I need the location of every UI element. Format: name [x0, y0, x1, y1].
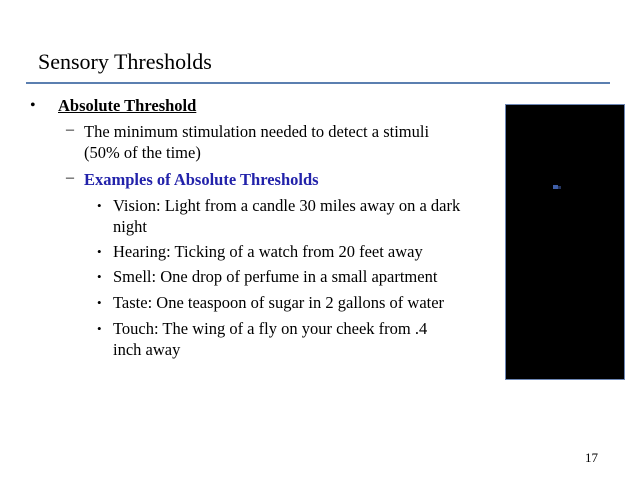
dash-marker: –	[66, 169, 74, 186]
example-smell: Smell: One drop of perfume in a small apartment	[113, 267, 438, 286]
bullet-marker: •	[97, 269, 102, 284]
example-hearing: Hearing: Ticking of a watch from 20 feet away	[113, 242, 423, 261]
bullet-marker: •	[30, 97, 36, 114]
page-number: 17	[585, 450, 598, 465]
example-vision: Vision: Light from a candle 30 miles away on a dark	[113, 196, 461, 215]
example-touch-cont: inch away	[113, 340, 181, 359]
bullet-marker: •	[97, 295, 102, 310]
example-taste: Taste: One teaspoon of sugar in 2 gallons of water	[113, 293, 445, 312]
examples-heading: Examples of Absolute Thresholds	[84, 170, 319, 189]
candle-light-glow	[558, 186, 561, 189]
definition-line-1: The minimum stimulation needed to detect a stimuli	[84, 122, 430, 141]
bullet-marker: •	[97, 198, 102, 213]
absolute-threshold-heading: Absolute Threshold	[58, 96, 197, 115]
example-touch: Touch: The wing of a fly on your cheek from .4	[113, 319, 428, 338]
title-divider	[26, 82, 610, 84]
example-vision-cont: night	[113, 217, 147, 236]
bullet-marker: •	[97, 244, 102, 259]
bullet-marker: •	[97, 321, 102, 336]
dash-marker: –	[66, 121, 74, 138]
slide-title: Sensory Thresholds	[38, 49, 212, 74]
night-sky-image	[505, 104, 625, 380]
definition-line-2: (50% of the time)	[84, 143, 201, 162]
